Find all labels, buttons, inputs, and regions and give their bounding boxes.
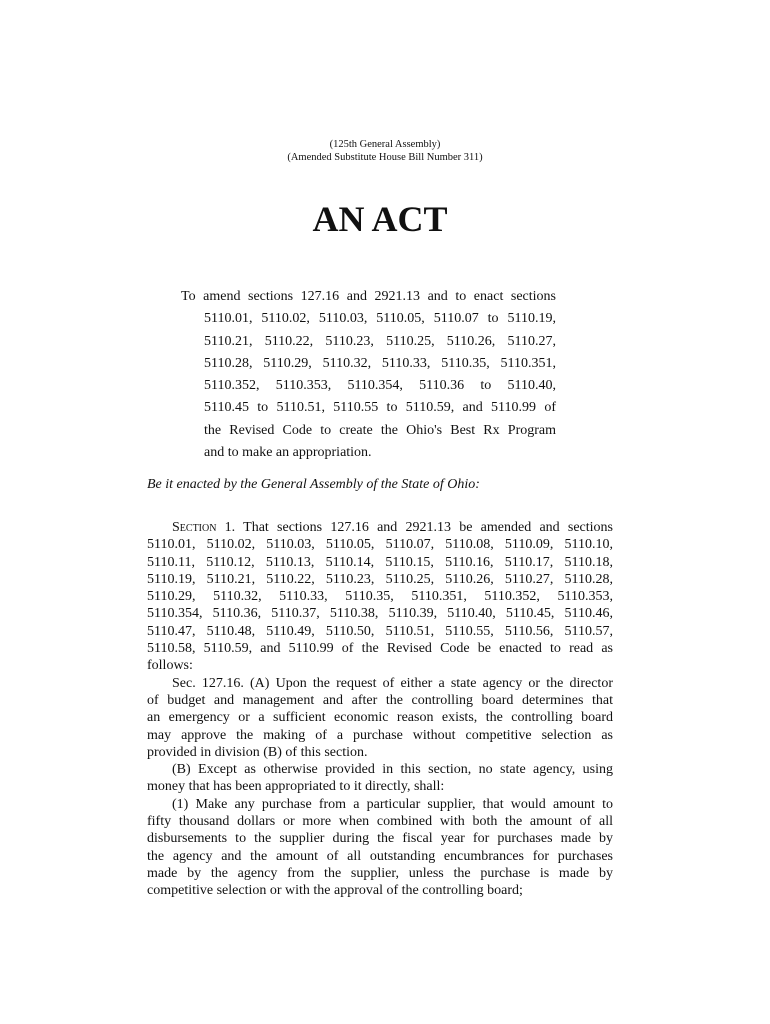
purpose-line: 5110.01, 5110.02, 5110.03, 5110.05, 5110.07 to 5110.19, xyxy=(204,311,556,327)
sec-127-16-line: of budget and management and after the controlling board determines that xyxy=(147,692,613,708)
enacting-clause: Be it enacted by the General Assembly of the State of Ohio: xyxy=(147,477,480,492)
division-b1-line: made by the agency from the supplier, unless the purchase is made by xyxy=(147,865,613,881)
act-purpose xyxy=(181,286,556,464)
section-1-text: 1. That sections 127.16 and 2921.13 be amended and sections xyxy=(216,520,613,535)
section-1-line: 5110.11, 5110.12, 5110.13, 5110.14, 5110.15, 5110.16, 5110.17, 5110.18, xyxy=(147,554,613,570)
act-body xyxy=(147,519,613,900)
assembly-heading: (125th General Assembly) xyxy=(329,139,441,150)
sec-127-16-line: Sec. 127.16. (A) Upon the request of either a state agency or the director xyxy=(172,675,613,691)
division-b1-line: fifty thousand dollars or more when combined with both the amount of all xyxy=(147,814,613,830)
division-b-line: (B) Except as otherwise provided in this section, no state agency, using xyxy=(172,762,613,778)
section-1-line: 5110.354, 5110.36, 5110.37, 5110.38, 5110.39, 5110.40, 5110.45, 5110.46, xyxy=(147,606,613,622)
purpose-line: 5110.28, 5110.29, 5110.32, 5110.33, 5110.35, 5110.351, xyxy=(204,355,556,371)
division-b1-line: disbursements to the supplier during the fiscal year for purchases made by xyxy=(147,831,613,847)
division-b-line: money that has been appropriated to it directly, shall: xyxy=(147,779,445,795)
purpose-line: 5110.45 to 5110.51, 5110.55 to 5110.59, and 5110.99 of xyxy=(204,400,556,416)
section-1-line: follows: xyxy=(147,658,193,674)
section-1-line: 5110.29, 5110.32, 5110.33, 5110.35, 5110.351, 5110.352, 5110.353, xyxy=(147,589,613,605)
purpose-line: and to make an appropriation. xyxy=(204,445,372,461)
section-1-line: 5110.58, 5110.59, and 5110.99 of the Revised Code be enacted to read as xyxy=(147,641,613,657)
division-b1-line: (1) Make any purchase from a particular supplier, that would amount to xyxy=(172,796,613,812)
sec-127-16-line: may approve the making of a purchase without competitive selection as xyxy=(147,727,613,743)
purpose-line: 5110.21, 5110.22, 5110.23, 5110.25, 5110.26, 5110.27, xyxy=(204,333,556,349)
act-title: AN ACT xyxy=(312,199,448,239)
purpose-line: To amend sections 127.16 and 2921.13 and to enact sections xyxy=(181,289,556,304)
bill-heading: (Amended Substitute House Bill Number 311) xyxy=(287,152,483,163)
purpose-line: the Revised Code to create the Ohio's Best Rx Program xyxy=(204,422,556,438)
section-label: Section xyxy=(172,520,217,535)
section-1-line: 5110.19, 5110.21, 5110.22, 5110.23, 5110.25, 5110.26, 5110.27, 5110.28, xyxy=(147,571,613,587)
division-b1-line: competitive selection or with the approval of the controlling board; xyxy=(147,883,523,899)
sec-127-16-line: provided in division (B) of this section. xyxy=(147,744,368,760)
division-b1-line: the agency and the amount of all outstanding encumbrances for purchases xyxy=(147,848,613,864)
section-1-line: 5110.47, 5110.48, 5110.49, 5110.50, 5110.51, 5110.55, 5110.56, 5110.57, xyxy=(147,623,613,639)
section-1-line xyxy=(147,519,613,536)
section-1-line: 5110.01, 5110.02, 5110.03, 5110.05, 5110.07, 5110.08, 5110.09, 5110.10, xyxy=(147,537,613,553)
purpose-line: 5110.352, 5110.353, 5110.354, 5110.36 to 5110.40, xyxy=(204,378,556,394)
sec-127-16-line: an emergency or a sufficient economic reason exists, the controlling board xyxy=(147,710,613,726)
